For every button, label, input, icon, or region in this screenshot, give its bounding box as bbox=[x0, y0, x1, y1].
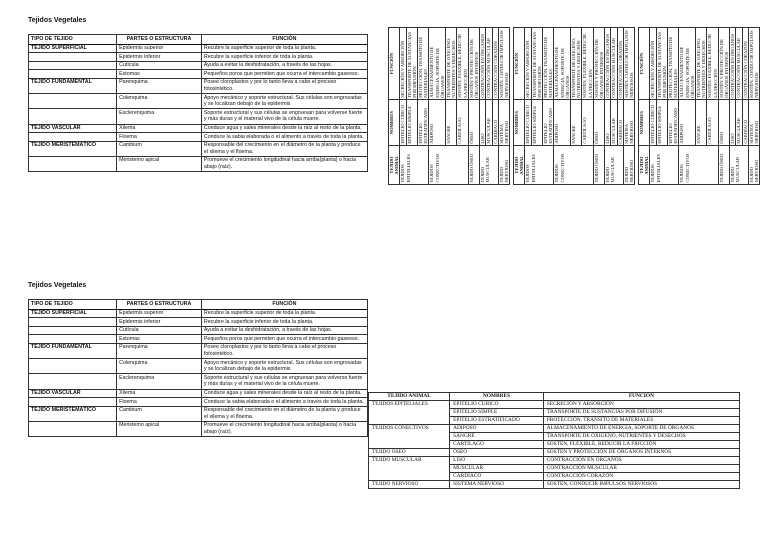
vegetal-sheet-2 bbox=[28, 282, 368, 437]
tejido-funcion: CONTRACCIÓN CORAZÓN bbox=[742, 28, 748, 100]
tejido-animal: TEJIDO ÓSEO bbox=[718, 146, 729, 185]
tejido-funcion: SOSTÉN Y PROTECCIÓN DE ÓRGANOS INTERNOS bbox=[718, 28, 729, 100]
tejido-nombre: EPITELIO SIMPLE bbox=[450, 409, 544, 417]
tejido-nombre: ÓSEO bbox=[593, 100, 604, 146]
tejido-funcion: SOSTÉN, CONDUCIR IMPULSOS NERVIOSOS bbox=[543, 481, 739, 489]
tejido-parte: Esclerenquima bbox=[117, 374, 202, 389]
tejido-nombre: CARDIACO bbox=[617, 100, 623, 146]
tejido-nombre: EPITELIO ESTRATIFICADO bbox=[450, 417, 544, 425]
tejido-funcion: Recubre la superficie inferior de toda la planta. bbox=[201, 53, 367, 62]
table-row bbox=[29, 326, 368, 335]
tejido-funcion: PROTECCIÓN, TRANSITO DE MATERIALES bbox=[543, 28, 554, 100]
tejido-animal: TEJIDOS EPITELIALES bbox=[369, 401, 450, 425]
tejido-animal: TEJIDOS EPITELIALES bbox=[650, 146, 679, 185]
tejido-header: TEJIDO ANIMAL bbox=[514, 146, 525, 185]
sheet-title: Tejidos Vegetales bbox=[28, 17, 87, 24]
table-header-row bbox=[29, 35, 368, 45]
funcion-header: FUNCIÓN bbox=[639, 28, 650, 100]
tejido-funcion: Posee cloroplastos y por lo tanto lleva a cabo el proceso fotosintético. bbox=[201, 78, 367, 93]
tejido-funcion: SOSTÉN, FLEXIBLE, REDUCIR LA FRICCIÓN bbox=[457, 28, 468, 100]
tejido-tipo: TEJIDO MERISTEMÁTICO bbox=[29, 141, 117, 156]
tejido-funcion: Apoyo mecánico y soporte estructural. Sus células son engrosadas y se localizan debajo de la epidermis bbox=[201, 359, 367, 374]
tejido-nombre: MUSCULAR bbox=[486, 100, 492, 146]
tejido-funcion: CONTRACCIÓN MUSCULAR bbox=[736, 28, 742, 100]
tejido-funcion: SECRECIÓN Y ABSORCIÓN bbox=[650, 28, 656, 100]
table-row bbox=[429, 28, 446, 185]
table-row bbox=[29, 389, 368, 398]
tejido-nombre: MUSCULAR bbox=[736, 100, 742, 146]
tejido-funcion: SOSTÉN, CONDUCIR IMPULSOS NERVIOSOS bbox=[748, 28, 759, 100]
tejido-animal: TEJIDO ÓSEO bbox=[468, 146, 479, 185]
tejido-parte: Parenquima bbox=[117, 343, 202, 358]
animal-table bbox=[638, 27, 760, 185]
tejido-parte: Parenquima bbox=[117, 78, 202, 93]
animal-table-body bbox=[369, 393, 740, 489]
table-row bbox=[554, 28, 571, 185]
tejido-nombre: EPITELIO ESTRATIFICADO bbox=[418, 100, 429, 146]
tejido-parte: Meristemo apical bbox=[117, 156, 202, 171]
tejido-parte: Epidermis inferior bbox=[117, 318, 202, 327]
tejido-animal: TEJIDO NERVIOSO bbox=[498, 146, 509, 185]
tejido-funcion: ALMACENAMIENTO DE ENERGIA, SOPORTE DE ÓRGANOS bbox=[429, 28, 446, 100]
tejido-nombre: ADIPOSO bbox=[450, 425, 544, 433]
tejido-tipo bbox=[29, 70, 117, 79]
tejido-tipo bbox=[29, 53, 117, 62]
tejido-nombre: EPITELIO ESTRATIFICADO bbox=[543, 100, 554, 146]
tejido-funcion: CONTRACCIÓN EN ÓRGANOS bbox=[605, 28, 611, 100]
tejido-tipo bbox=[29, 335, 117, 344]
table-header-row bbox=[639, 28, 650, 185]
tejido-parte: Floema bbox=[117, 398, 202, 407]
tejido-nombre: SISTEMA NERVIOSO bbox=[623, 100, 634, 146]
tejido-animal: TEJIDOS CONECTIVOS bbox=[429, 146, 468, 185]
tejido-funcion: Ayuda a evitar la deshidratación, a través de las hojas. bbox=[201, 61, 367, 70]
animal-table-rotated-3 bbox=[638, 27, 766, 183]
animal-table-rotated-1 bbox=[388, 27, 516, 183]
tejido-funcion: TRANSPORTE DE SUSTANCIAS POR DIFUSIÓN bbox=[406, 28, 417, 100]
tejido-animal: TEJIDO MUSCULAR bbox=[369, 457, 450, 481]
tejido-nombre: SISTEMA NERVIOSO bbox=[748, 100, 759, 146]
tejido-tipo bbox=[29, 318, 117, 327]
tejido-funcion: TRANSPORTE DE OXIGENO, NUTRIENTES Y DESECHOS bbox=[696, 28, 707, 100]
tejido-nombre: CARTILAGO bbox=[582, 100, 593, 146]
tejido-funcion: CONTRACCIÓN MUSCULAR bbox=[543, 465, 739, 473]
tejido-funcion: SOSTÉN, CONDUCIR IMPULSOS NERVIOSOS bbox=[623, 28, 634, 100]
tejido-funcion: Conduce agua y sales minerales desde la raíz al resto de la planta. bbox=[201, 389, 367, 398]
vegetal-table bbox=[28, 299, 368, 437]
table-row bbox=[748, 28, 759, 185]
nombres-header: NOMBRES bbox=[450, 393, 544, 401]
tejido-parte: Estomas bbox=[117, 335, 202, 344]
tejido-nombre: ADIPOSO bbox=[679, 100, 696, 146]
table-row bbox=[468, 28, 479, 185]
table-row bbox=[29, 44, 368, 53]
tejido-funcion: CONTRACCIÓN MUSCULAR bbox=[611, 28, 617, 100]
tejido-parte: Epidermis superior bbox=[117, 309, 202, 318]
table-row bbox=[29, 78, 368, 93]
tejido-header: TEJIDO ANIMAL bbox=[639, 146, 650, 185]
tejido-animal: TEJIDO NERVIOSO bbox=[748, 146, 759, 185]
tejido-funcion: CONTRACCIÓN MUSCULAR bbox=[486, 28, 492, 100]
tejido-nombre: SANGRE bbox=[446, 100, 457, 146]
table-header-row bbox=[29, 300, 368, 310]
tejido-parte: Colenquima bbox=[117, 359, 202, 374]
tejido-funcion: SOSTÉN Y PROTECCIÓN DE ÓRGANOS INTERNOS bbox=[468, 28, 479, 100]
tejido-nombre: ÓSEO bbox=[718, 100, 729, 146]
tejido-nombre: EPITELIO CUBICO bbox=[525, 100, 531, 146]
tejido-funcion: CONTRACCIÓN CORAZÓN bbox=[543, 473, 739, 481]
tejido-funcion: TRANSPORTE DE OXIGENO, NUTRIENTES Y DESECHOS bbox=[446, 28, 457, 100]
tejido-funcion: Soporte estructural y sus células se engruesan para volverse fuerte y más duras y el material vivo de la célula muere. bbox=[201, 374, 367, 389]
tipo-header: TIPO DE TEJIDO bbox=[29, 300, 117, 310]
tejido-nombre: CARDIACO bbox=[450, 473, 544, 481]
tejido-funcion: CONTRACCIÓN EN ÓRGANOS bbox=[480, 28, 486, 100]
table-row bbox=[498, 28, 509, 185]
tejido-funcion: Conduce la sabia elaborada o el alimento a través de toda la planta. bbox=[201, 133, 367, 142]
nombres-header: NOMBRES bbox=[514, 100, 525, 146]
tejido-nombre: LISO bbox=[450, 457, 544, 465]
tejido-funcion: SOSTÉN, FLEXIBLE, REDUCIR LA FRICCIÓN bbox=[543, 441, 739, 449]
table-row bbox=[29, 70, 368, 79]
animal-table-flat bbox=[368, 392, 740, 489]
tejido-nombre: EPITELIO CUBICO bbox=[400, 100, 406, 146]
tejido-nombre: EPITELIO CUBICO bbox=[450, 401, 544, 409]
tejido-animal: TEJIDO NERVIOSO bbox=[623, 146, 634, 185]
table-row bbox=[369, 481, 740, 489]
tejido-funcion: PROTECCIÓN, TRANSITO DE MATERIALES bbox=[418, 28, 429, 100]
tejido-nombre: SANGRE bbox=[450, 433, 544, 441]
tejido-tipo: TEJIDO VASCULAR bbox=[29, 124, 117, 133]
tejido-header: TEJIDO ANIMAL bbox=[369, 393, 450, 401]
tejido-nombre: EPITELIO SIMPLE bbox=[656, 100, 667, 146]
tejido-animal: TEJIDO MUSCULAR bbox=[605, 146, 624, 185]
tejido-nombre: CARTILAGO bbox=[450, 441, 544, 449]
tejido-tipo bbox=[29, 61, 117, 70]
tejido-nombre: EPITELIO SIMPLE bbox=[406, 100, 417, 146]
tejido-funcion: TRANSPORTE DE SUSTANCIAS POR DIFUSIÓN bbox=[543, 409, 739, 417]
tejido-nombre: EPITELIO ESTRATIFICADO bbox=[668, 100, 679, 146]
tejido-funcion: SOSTÉN, FLEXIBLE, REDUCIR LA FRICCIÓN bbox=[582, 28, 593, 100]
tejido-tipo bbox=[29, 421, 117, 436]
tejido-animal: TEJIDO ÓSEO bbox=[369, 449, 450, 457]
tejido-funcion: ALMACENAMIENTO DE ENERGIA, SOPORTE DE ÓRGANOS bbox=[679, 28, 696, 100]
tejido-funcion: CONTRACCIÓN CORAZÓN bbox=[492, 28, 498, 100]
tejido-funcion: TRANSPORTE DE SUSTANCIAS POR DIFUSIÓN bbox=[531, 28, 542, 100]
tejido-funcion: PROTECCIÓN, TRANSITO DE MATERIALES bbox=[543, 417, 739, 425]
tejido-animal: TEJIDO ÓSEO bbox=[593, 146, 604, 185]
tejido-animal: TEJIDOS EPITELIALES bbox=[525, 146, 554, 185]
tejido-funcion: Promueve el crecimiento longitudinal hacia arriba(planta) o hacia abajo (raíz). bbox=[201, 156, 367, 171]
table-row bbox=[369, 449, 740, 457]
table-row bbox=[29, 406, 368, 421]
tejido-funcion: Recubre la superficie superior de toda la planta. bbox=[201, 44, 367, 53]
table-row bbox=[29, 61, 368, 70]
table-header-row bbox=[514, 28, 525, 185]
tejido-parte: Cutícula bbox=[117, 61, 202, 70]
table-header-row bbox=[369, 393, 740, 401]
tejido-nombre: LISO bbox=[730, 100, 736, 146]
tejido-tipo: TEJIDO SUPERFICIAL bbox=[29, 309, 117, 318]
table-row bbox=[29, 156, 368, 171]
tejido-parte: Esclerenquima bbox=[117, 109, 202, 124]
tejido-parte: Meristemo apical bbox=[117, 421, 202, 436]
table-row bbox=[650, 28, 656, 185]
tejido-nombre: EPITELIO SIMPLE bbox=[531, 100, 542, 146]
table-row bbox=[525, 28, 531, 185]
table-row bbox=[369, 457, 740, 465]
tejido-nombre: CARDIACO bbox=[742, 100, 748, 146]
funcion-header: FUNCIÓN bbox=[201, 35, 367, 45]
tejido-funcion: SOSTÉN Y PROTECCIÓN DE ÓRGANOS INTERNOS bbox=[593, 28, 604, 100]
tejido-nombre: SISTEMA NERVIOSO bbox=[498, 100, 509, 146]
tejido-funcion: SOSTÉN, CONDUCIR IMPULSOS NERVIOSOS bbox=[498, 28, 509, 100]
tejido-funcion: SECRECIÓN Y ABSORCIÓN bbox=[400, 28, 406, 100]
tejido-funcion: SECRECIÓN Y ABSORCIÓN bbox=[525, 28, 531, 100]
tejido-animal: TEJIDO MUSCULAR bbox=[730, 146, 749, 185]
tejido-parte: Cambium bbox=[117, 406, 202, 421]
tejido-animal: TEJIDO MUSCULAR bbox=[480, 146, 499, 185]
tejido-nombre: SANGRE bbox=[696, 100, 707, 146]
table-row bbox=[29, 374, 368, 389]
animal-table bbox=[388, 27, 510, 185]
tejido-funcion: SECRECIÓN Y ABSORCIÓN bbox=[543, 401, 739, 409]
tejido-animal: TEJIDO NERVIOSO bbox=[369, 481, 450, 489]
tejido-tipo: TEJIDO SUPERFICIAL bbox=[29, 44, 117, 53]
table-row bbox=[400, 28, 406, 185]
table-row bbox=[29, 309, 368, 318]
tejido-parte: Xilema bbox=[117, 124, 202, 133]
tejido-tipo bbox=[29, 156, 117, 171]
tejido-funcion: CONTRACCIÓN CORAZÓN bbox=[617, 28, 623, 100]
tejido-tipo bbox=[29, 398, 117, 407]
tejido-tipo bbox=[29, 133, 117, 142]
tejido-nombre: ADIPOSO bbox=[429, 100, 446, 146]
tejido-funcion: Posee cloroplastos y por lo tanto lleva a cabo el proceso fotosintético. bbox=[201, 343, 367, 358]
tejido-funcion: Soporte estructural y sus células se engruesan para volverse fuerte y más duras y el material vivo de la célula muere. bbox=[201, 109, 367, 124]
table-row bbox=[29, 343, 368, 358]
tejido-nombre: CARDIACO bbox=[492, 100, 498, 146]
tejido-tipo bbox=[29, 109, 117, 124]
tejido-animal: TEJIDOS EPITELIALES bbox=[400, 146, 429, 185]
tejido-nombre: SISTEMA NERVIOSO bbox=[450, 481, 544, 489]
tejido-tipo bbox=[29, 359, 117, 374]
table-row bbox=[593, 28, 604, 185]
tejido-funcion: Conduce agua y sales minerales desde la raíz al resto de la planta. bbox=[201, 124, 367, 133]
table-row bbox=[29, 133, 368, 142]
tejido-funcion: Apoyo mecánico y soporte estructural. Sus células son engrosadas y se localizan debajo de la epidermis bbox=[201, 94, 367, 109]
tejido-nombre: ÓSEO bbox=[450, 449, 544, 457]
table-row bbox=[29, 94, 368, 109]
tejido-funcion: Recubre la superficie superior de toda la planta. bbox=[201, 309, 367, 318]
tejido-nombre: LISO bbox=[480, 100, 486, 146]
tejido-nombre: MUSCULAR bbox=[450, 465, 544, 473]
funcion-header: FUNCIÓN bbox=[514, 28, 525, 100]
table-row bbox=[29, 398, 368, 407]
tejido-tipo bbox=[29, 94, 117, 109]
tejido-animal: TEJIDOS CONECTIVOS bbox=[554, 146, 593, 185]
animal-table bbox=[513, 27, 635, 185]
table-row bbox=[29, 53, 368, 62]
vegetal-table-body bbox=[29, 300, 368, 437]
tejido-header: TEJIDO ANIMAL bbox=[389, 146, 400, 185]
tejido-funcion: Pequeños poros que permiten que ocurra el intercambio gaseoso. bbox=[201, 70, 367, 79]
tejido-nombre: ADIPOSO bbox=[554, 100, 571, 146]
vegetal-sheet-1 bbox=[28, 17, 368, 172]
tipo-header: TIPO DE TEJIDO bbox=[29, 35, 117, 45]
tejido-parte: Xilema bbox=[117, 389, 202, 398]
tejido-parte: Cutícula bbox=[117, 326, 202, 335]
nombres-header: NOMBRES bbox=[639, 100, 650, 146]
tejido-funcion: Responsable del crecimiento en el diámetro de la planta y produce el xilema y el floema. bbox=[201, 406, 367, 421]
tejido-funcion: ALMACENAMIENTO DE ENERGIA, SOPORTE DE ÓRGANOS bbox=[543, 425, 739, 433]
table-header-row bbox=[389, 28, 400, 185]
tejido-funcion: CONTRACCIÓN EN ÓRGANOS bbox=[730, 28, 736, 100]
table-row bbox=[369, 401, 740, 409]
nombres-header: NOMBRES bbox=[389, 100, 400, 146]
parte-header: PARTES O ESTRUCTURA bbox=[117, 300, 202, 310]
funcion-header: FUNCIÓN bbox=[389, 28, 400, 100]
tejido-funcion: TRANSPORTE DE OXIGENO, NUTRIENTES Y DESECHOS bbox=[543, 433, 739, 441]
tejido-parte: Epidermis inferior bbox=[117, 53, 202, 62]
tejido-funcion: TRANSPORTE DE OXIGENO, NUTRIENTES Y DESECHOS bbox=[571, 28, 582, 100]
tejido-funcion: Recubre la superficie inferior de toda la planta. bbox=[201, 318, 367, 327]
tejido-funcion: PROTECCIÓN, TRANSITO DE MATERIALES bbox=[668, 28, 679, 100]
tejido-nombre: MUSCULAR bbox=[611, 100, 617, 146]
tejido-tipo bbox=[29, 374, 117, 389]
tejido-nombre: CARTILAGO bbox=[707, 100, 718, 146]
tejido-nombre: CARTILAGO bbox=[457, 100, 468, 146]
table-row bbox=[718, 28, 729, 185]
tejido-funcion: SOSTÉN, FLEXIBLE, REDUCIR LA FRICCIÓN bbox=[707, 28, 718, 100]
tejido-animal: TEJIDOS CONECTIVOS bbox=[679, 146, 718, 185]
tejido-nombre: LISO bbox=[605, 100, 611, 146]
tejido-funcion: Promueve el crecimiento longitudinal hacia arriba(planta) o hacia abajo (raíz). bbox=[201, 421, 367, 436]
tejido-funcion: Pequeños poros que permiten que ocurra el intercambio gaseoso. bbox=[201, 335, 367, 344]
animal-table-rotated-2 bbox=[513, 27, 641, 183]
table-row bbox=[29, 109, 368, 124]
parte-header: PARTES O ESTRUCTURA bbox=[117, 35, 202, 45]
table-row bbox=[679, 28, 696, 185]
table-row bbox=[623, 28, 634, 185]
vegetal-table bbox=[28, 34, 368, 172]
tejido-funcion: Responsable del crecimiento en el diámetro de la planta y produce el xilema y el floema. bbox=[201, 141, 367, 156]
table-row bbox=[29, 141, 368, 156]
funcion-header: FUNCIÓN bbox=[201, 300, 367, 310]
tejido-funcion: SOSTÉN Y PROTECCIÓN DE ÓRGANOS INTERNOS bbox=[543, 449, 739, 457]
tejido-parte: Epidermis superior bbox=[117, 44, 202, 53]
tejido-funcion: Ayuda a evitar la deshidratación, a través de las hojas. bbox=[201, 326, 367, 335]
tejido-parte: Floema bbox=[117, 133, 202, 142]
table-row bbox=[29, 335, 368, 344]
tejido-tipo: TEJIDO FUNDAMENTAL bbox=[29, 343, 117, 358]
table-row bbox=[369, 425, 740, 433]
tejido-nombre: ÓSEO bbox=[468, 100, 479, 146]
sheet-title: Tejidos Vegetales bbox=[28, 282, 87, 289]
tejido-tipo: TEJIDO FUNDAMENTAL bbox=[29, 78, 117, 93]
vegetal-table-body bbox=[29, 35, 368, 172]
tejido-funcion: TRANSPORTE DE SUSTANCIAS POR DIFUSIÓN bbox=[656, 28, 667, 100]
tejido-animal: TEJIDOS CONECTIVOS bbox=[369, 425, 450, 449]
tejido-tipo bbox=[29, 326, 117, 335]
tejido-nombre: SANGRE bbox=[571, 100, 582, 146]
tejido-parte: Estomas bbox=[117, 70, 202, 79]
tejido-funcion: Conduce la sabia elaborada o el alimento a través de toda la planta. bbox=[201, 398, 367, 407]
funcion-header: FUNCIÓN bbox=[543, 393, 739, 401]
tejido-funcion: ALMACENAMIENTO DE ENERGIA, SOPORTE DE ÓRGANOS bbox=[554, 28, 571, 100]
table-row bbox=[29, 318, 368, 327]
tejido-tipo: TEJIDO MERISTEMÁTICO bbox=[29, 406, 117, 421]
tejido-nombre: EPITELIO CUBICO bbox=[650, 100, 656, 146]
tejido-funcion: CONTRACCIÓN EN ÓRGANOS bbox=[543, 457, 739, 465]
tejido-parte: Cambium bbox=[117, 141, 202, 156]
tejido-tipo: TEJIDO VASCULAR bbox=[29, 389, 117, 398]
tejido-parte: Colenquima bbox=[117, 94, 202, 109]
table-row bbox=[29, 359, 368, 374]
table-row bbox=[29, 124, 368, 133]
table-row bbox=[29, 421, 368, 436]
